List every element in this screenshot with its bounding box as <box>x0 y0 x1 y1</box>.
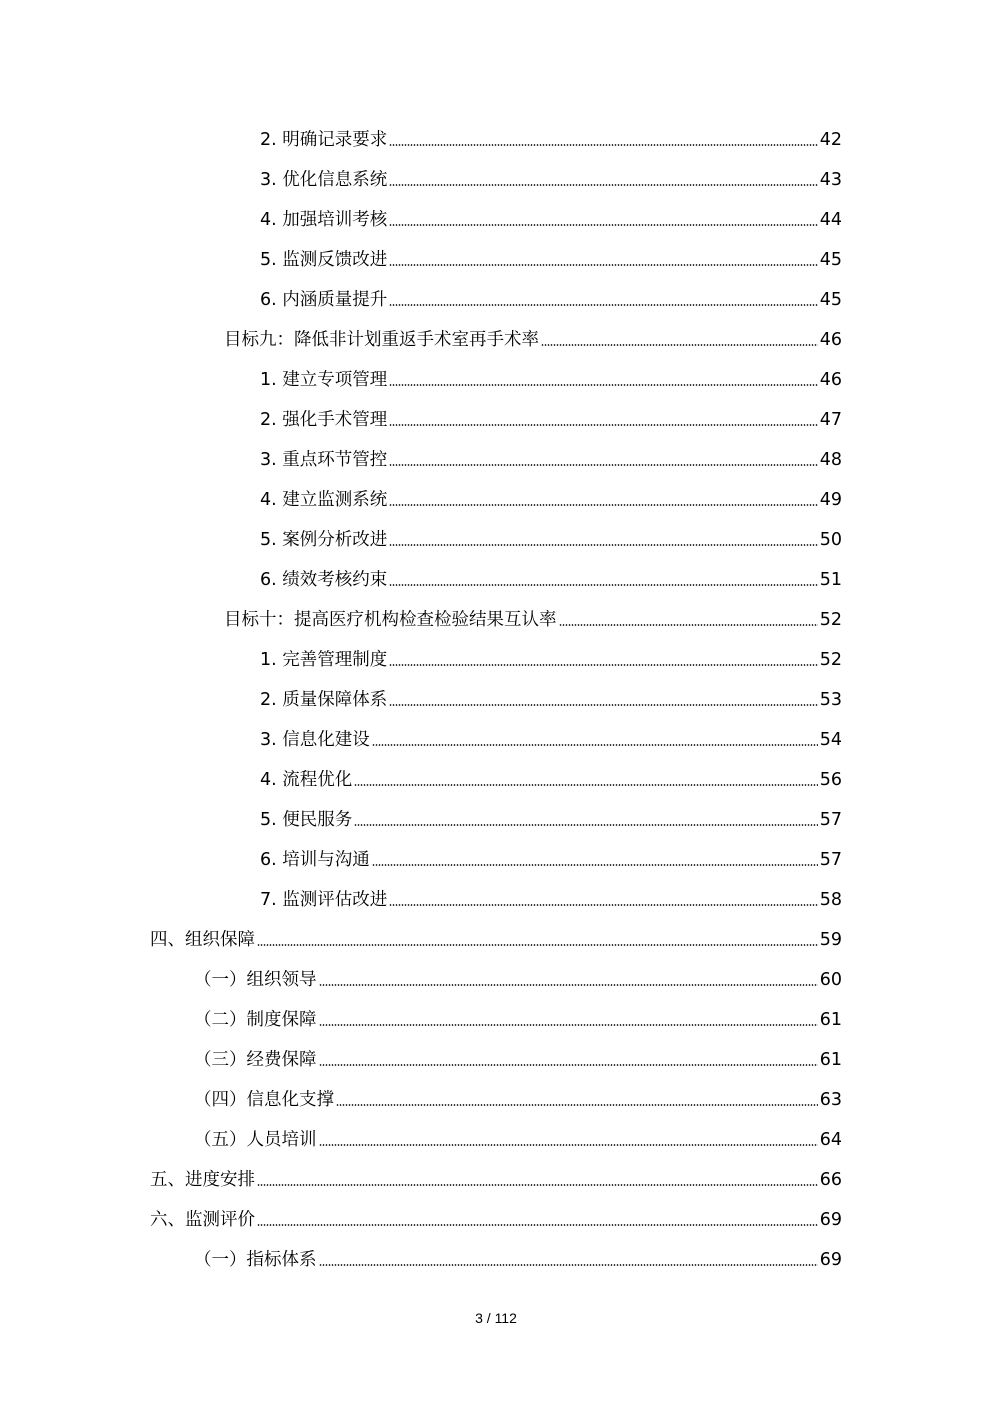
toc-leader-dots <box>389 184 817 186</box>
toc-entry-page: 46 <box>819 330 842 350</box>
toc-entry-title: 3. 优化信息系统 <box>260 170 388 190</box>
toc-entry-page: 49 <box>819 490 842 510</box>
toc-entry-chapter[interactable] <box>0 1160 992 1200</box>
toc-entry-title: 2. 明确记录要求 <box>260 130 388 150</box>
toc-entry[interactable] <box>0 480 992 520</box>
toc-entry-title: 4. 加强培训考核 <box>260 210 388 230</box>
toc-entry-title: 6. 内涵质量提升 <box>260 290 388 310</box>
toc-leader-dots <box>257 944 818 946</box>
toc-leader-dots <box>389 424 817 426</box>
toc-leader-dots <box>389 224 817 226</box>
toc-entry-page: 42 <box>819 130 842 150</box>
toc-leader-dots <box>372 864 818 866</box>
toc-entry-page: 56 <box>819 770 842 790</box>
toc-entry-chapter[interactable] <box>0 920 992 960</box>
toc-entry-title: 1. 建立专项管理 <box>260 370 388 390</box>
toc-entry-title: （三）经费保障 <box>194 1050 317 1070</box>
toc-entry-title: （五）人员培训 <box>194 1130 317 1150</box>
toc-leader-dots <box>336 1104 818 1106</box>
toc-leader-dots <box>319 1144 818 1146</box>
toc-leader-dots <box>319 1264 818 1266</box>
toc-entry-title: （一）组织领导 <box>194 970 317 990</box>
toc-entry-section[interactable] <box>0 1240 992 1280</box>
toc-entry-section[interactable] <box>0 1000 992 1040</box>
toc-entry-page: 46 <box>819 370 842 390</box>
toc-entry-title: （一）指标体系 <box>194 1250 317 1270</box>
toc-entry-goal[interactable] <box>0 320 992 360</box>
toc-entry-section[interactable] <box>0 1120 992 1160</box>
toc-leader-dots <box>389 464 817 466</box>
toc-entry[interactable] <box>0 680 992 720</box>
toc-entry-title: （四）信息化支撑 <box>194 1090 334 1110</box>
toc-leader-dots <box>389 144 817 146</box>
toc-leader-dots <box>541 344 818 346</box>
toc-entry-page: 47 <box>819 410 842 430</box>
toc-entry[interactable] <box>0 440 992 480</box>
toc-entry-page: 57 <box>819 810 842 830</box>
toc-entry-page: 60 <box>819 970 842 990</box>
toc-entry-title: 2. 质量保障体系 <box>260 690 388 710</box>
toc-entry-page: 52 <box>819 650 842 670</box>
toc-entry[interactable] <box>0 520 992 560</box>
toc-entry-page: 48 <box>819 450 842 470</box>
toc-entry-page: 69 <box>819 1250 842 1270</box>
toc-entry-title: 目标九：降低非计划重返手术室再手术率 <box>224 330 539 350</box>
toc-entry-title: 5. 便民服务 <box>260 810 353 830</box>
toc-leader-dots <box>257 1184 818 1186</box>
toc-entry-page: 61 <box>819 1050 842 1070</box>
toc-entry[interactable] <box>0 720 992 760</box>
page-number-footer: 3 / 112 <box>475 1310 517 1326</box>
toc-leader-dots <box>389 704 817 706</box>
toc-entry[interactable] <box>0 800 992 840</box>
toc-entry-title: 4. 流程优化 <box>260 770 353 790</box>
toc-leader-dots <box>389 264 817 266</box>
toc-entry[interactable] <box>0 360 992 400</box>
toc-leader-dots <box>389 584 817 586</box>
toc-entry-title: 四、组织保障 <box>150 930 255 950</box>
toc-entry-title: 5. 监测反馈改进 <box>260 250 388 270</box>
toc-entry-page: 52 <box>819 610 842 630</box>
toc-entry-section[interactable] <box>0 960 992 1000</box>
toc-leader-dots <box>319 1024 818 1026</box>
toc-entry-section[interactable] <box>0 1040 992 1080</box>
toc-entry-page: 51 <box>819 570 842 590</box>
toc-entry[interactable] <box>0 280 992 320</box>
toc-leader-dots <box>389 384 817 386</box>
toc-entry-section[interactable] <box>0 1080 992 1120</box>
toc-leader-dots <box>354 784 817 786</box>
toc-entry-page: 63 <box>819 1090 842 1110</box>
toc-entry-title: 4. 建立监测系统 <box>260 490 388 510</box>
toc-entry-title: 1. 完善管理制度 <box>260 650 388 670</box>
toc-leader-dots <box>389 544 817 546</box>
toc-leader-dots <box>389 504 817 506</box>
toc-entry-title: 3. 信息化建设 <box>260 730 370 750</box>
toc-leader-dots <box>389 664 817 666</box>
toc-entry[interactable] <box>0 200 992 240</box>
toc-entry-title: 目标十：提高医疗机构检查检验结果互认率 <box>224 610 557 630</box>
toc-entry[interactable] <box>0 840 992 880</box>
toc-entry[interactable] <box>0 400 992 440</box>
toc-leader-dots <box>372 744 818 746</box>
toc-entry-page: 58 <box>819 890 842 910</box>
toc-leader-dots <box>319 984 818 986</box>
toc-leader-dots <box>257 1224 818 1226</box>
toc-entry-title: 6. 培训与沟通 <box>260 850 370 870</box>
toc-entry-page: 50 <box>819 530 842 550</box>
toc-entry-title: 6. 绩效考核约束 <box>260 570 388 590</box>
toc-entry[interactable] <box>0 640 992 680</box>
toc-entry-page: 57 <box>819 850 842 870</box>
toc-entry-page: 43 <box>819 170 842 190</box>
toc-entry[interactable] <box>0 560 992 600</box>
toc-entry-chapter[interactable] <box>0 1200 992 1240</box>
toc-entry-page: 64 <box>819 1130 842 1150</box>
toc-leader-dots <box>354 824 817 826</box>
toc-leader-dots <box>559 624 818 626</box>
toc-entry-title: 2. 强化手术管理 <box>260 410 388 430</box>
toc-entry-page: 53 <box>819 690 842 710</box>
toc-entry-title: （二）制度保障 <box>194 1010 317 1030</box>
toc-leader-dots <box>389 304 817 306</box>
toc-entry-page: 61 <box>819 1010 842 1030</box>
toc-entry[interactable] <box>0 240 992 280</box>
toc-entry-goal[interactable] <box>0 600 992 640</box>
toc-entry[interactable] <box>0 880 992 920</box>
toc-entry[interactable] <box>0 760 992 800</box>
toc-entry-page: 69 <box>819 1210 842 1230</box>
toc-entry-title: 5. 案例分析改进 <box>260 530 388 550</box>
toc-entry-title: 五、进度安排 <box>150 1170 255 1190</box>
toc-entry-page: 59 <box>819 930 842 950</box>
toc-leader-dots <box>389 904 817 906</box>
toc-entry-page: 45 <box>819 250 842 270</box>
toc-entry-page: 54 <box>819 730 842 750</box>
toc-entry-title: 7. 监测评估改进 <box>260 890 388 910</box>
toc-entry[interactable] <box>0 160 992 200</box>
toc-leader-dots <box>319 1064 818 1066</box>
toc-entry-page: 45 <box>819 290 842 310</box>
toc-entry-title: 六、监测评价 <box>150 1210 255 1230</box>
toc-entry[interactable] <box>0 120 992 160</box>
table-of-contents <box>0 120 992 1280</box>
toc-entry-title: 3. 重点环节管控 <box>260 450 388 470</box>
toc-entry-page: 66 <box>819 1170 842 1190</box>
toc-entry-page: 44 <box>819 210 842 230</box>
